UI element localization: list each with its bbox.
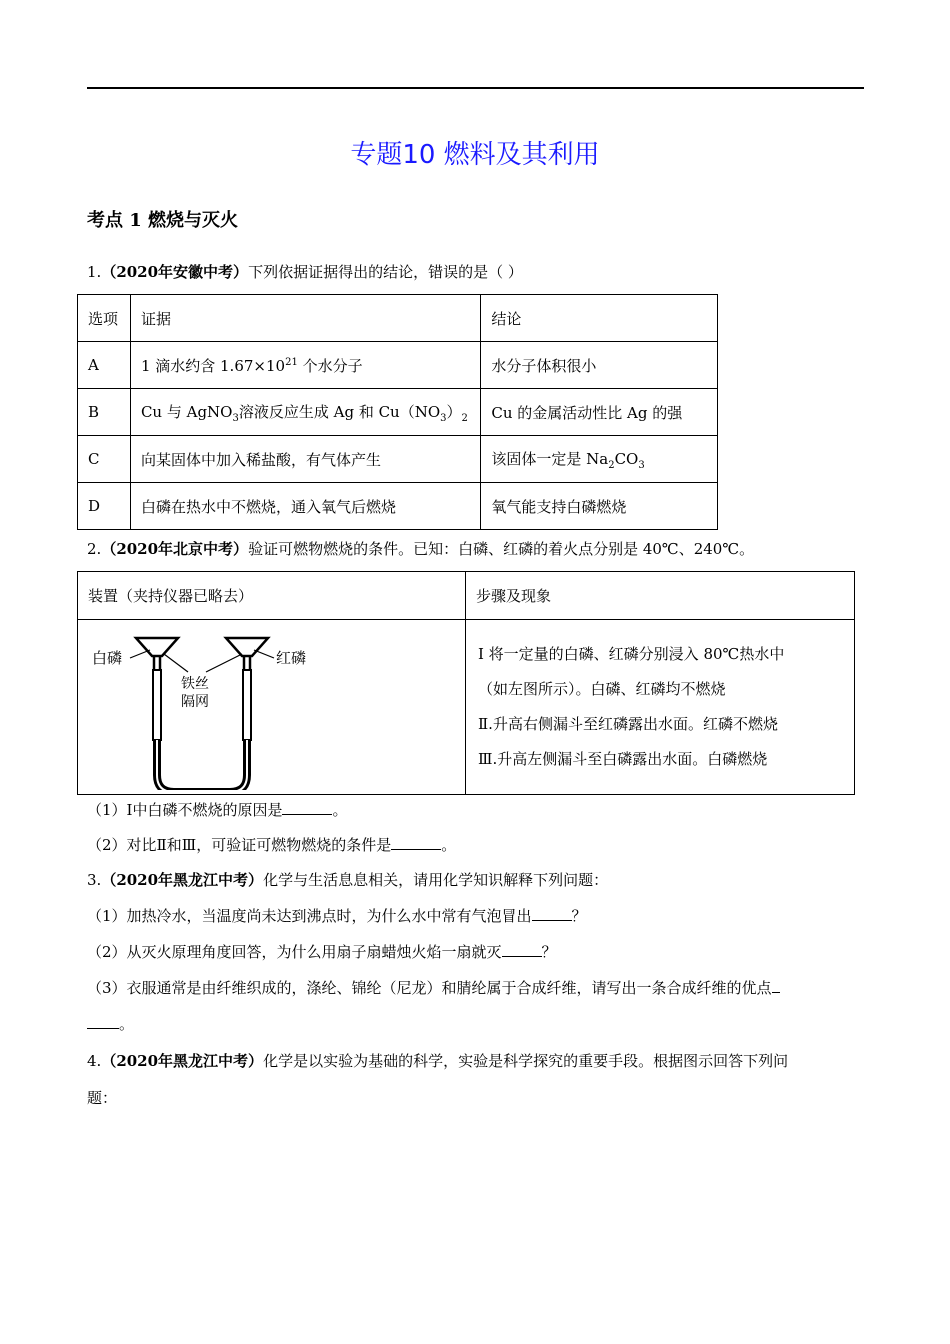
label-white-phosphorus: 白磷 (92, 649, 123, 667)
question-source: （2020年北京中考） (101, 540, 249, 558)
leader-line (130, 650, 150, 658)
question-stem: 下列依据证据得出的结论，错误的是（ ） (248, 263, 523, 281)
question-stem: 化学与生活息息相关，请用化学知识解释下列问题： (263, 871, 609, 889)
glass-tube-left (153, 670, 161, 740)
leader-line (254, 650, 274, 658)
answer-blank[interactable] (87, 1014, 119, 1029)
header-rule (87, 87, 864, 89)
leader-line (206, 654, 242, 672)
page-title: 专题10 燃料及其利用 (350, 140, 600, 170)
conclusion-cell: Cu 的金属活动性比 Ag 的强 (481, 389, 718, 436)
conclusion-cell: 水分子体积很小 (481, 342, 718, 389)
step-line: Ⅲ.升高左侧漏斗至白磷露出水面。白磷燃烧 (477, 750, 768, 768)
funnel-right (226, 638, 268, 670)
step-line: （如左图所示）。白磷、红磷均不燃烧 (477, 680, 726, 698)
question-4 (87, 1051, 788, 1071)
conclusion-cell: 氧气能支持白磷燃烧 (481, 483, 718, 530)
rubber-tube (157, 740, 247, 790)
evidence-table (77, 294, 718, 530)
table-header: 选项 (78, 295, 131, 342)
answer-blank[interactable] (772, 978, 780, 993)
option-cell: D (78, 483, 131, 530)
evidence-cell: 白磷在热水中不燃烧，通入氧气后燃烧 (130, 483, 480, 530)
glass-tube-right (243, 670, 251, 740)
answer-blank[interactable] (282, 800, 332, 815)
leader-line (164, 654, 188, 672)
answer-blank[interactable] (532, 906, 572, 921)
table-header: 装置（夹持仪器已略去） (78, 572, 466, 620)
table-header-row (78, 295, 718, 342)
table-row (78, 389, 718, 436)
q2-sub-1: （1）Ⅰ中白磷不燃烧的原因是 。 (87, 801, 348, 819)
experiment-table (77, 571, 855, 795)
answer-blank[interactable] (391, 835, 441, 850)
question-stem: 验证可燃物燃烧的条件。已知：白磷、红磷的着火点分别是 40℃、240℃。 (248, 540, 755, 558)
question-4-cont: 题： (87, 1089, 118, 1107)
table-row (78, 620, 855, 795)
q3-sub-1: （1）加热冷水，当温度尚未达到沸点时，为什么水中常有气泡冒出 ？ (87, 907, 587, 925)
q2-sub-2: （2）对比Ⅱ和Ⅲ，可验证可燃物燃烧的条件是 。 (87, 836, 457, 854)
table-row (78, 342, 718, 389)
q3-sub-3-cont: 。 (87, 1014, 134, 1034)
question-number: 2. (87, 540, 102, 558)
steps-cell (465, 620, 854, 795)
step-line: Ⅱ.升高右侧漏斗至红磷露出水面。红磷不燃烧 (477, 715, 778, 733)
label-mesh-1: 铁丝 (181, 676, 209, 692)
table-header-row (78, 572, 855, 620)
question-number: 3. (87, 871, 102, 889)
evidence-cell: 向某固体中加入稀盐酸，有气体产生 (130, 436, 480, 483)
option-cell: B (78, 389, 131, 436)
question-source: （2020年安徽中考） (101, 263, 249, 281)
question-stem: 化学是以实验为基础的科学，实验是科学探究的重要手段。根据图示回答下列问 (263, 1052, 789, 1070)
question-number: 4. (87, 1052, 102, 1070)
table-header: 证据 (130, 295, 480, 342)
evidence-cell: 1 滴水约含 $1.67\times 10^{21}$ 个水分子 (130, 342, 480, 389)
option-cell: A (78, 342, 131, 389)
question-1 (87, 262, 523, 282)
label-mesh-2: 隔网 (181, 694, 209, 710)
question-source: （2020年黑龙江中考） (101, 1052, 264, 1070)
question-number: 1. (87, 263, 102, 281)
label-red-phosphorus: 红磷 (276, 649, 307, 667)
evidence-cell: Cu 与 AgNO$_3$溶液反应生成 Ag 和 $Cu(NO_3)_2$ (130, 389, 480, 436)
q3-sub-2: （2）从灭火原理角度回答，为什么用扇子扇蜡烛火焰一扇就灭 ？ (87, 943, 557, 961)
question-3 (87, 870, 608, 890)
apparatus-cell (78, 620, 466, 795)
step-line: Ⅰ 将一定量的白磷、红磷分别浸入 80℃热水中 (477, 645, 785, 663)
q3-sub-3: （3）衣服通常是由纤维织成的，涤纶、锦纶（尼龙）和腈纶属于合成纤维，请写出一条合成纤维的优点 (87, 978, 780, 998)
answer-blank[interactable] (502, 942, 542, 957)
question-source: （2020年黑龙江中考） (101, 871, 264, 889)
option-cell: C (78, 436, 131, 483)
section-heading: 考点 1 燃烧与灭火 (87, 210, 239, 231)
table-row (78, 436, 718, 483)
apparatus-figure (78, 620, 464, 790)
table-header: 结论 (481, 295, 718, 342)
conclusion-cell: 该固体一定是 $Na_2CO_3$ (481, 436, 718, 483)
funnel-left (136, 638, 178, 670)
table-header: 步骤及现象 (465, 572, 854, 620)
question-2 (87, 539, 754, 559)
table-row (78, 483, 718, 530)
